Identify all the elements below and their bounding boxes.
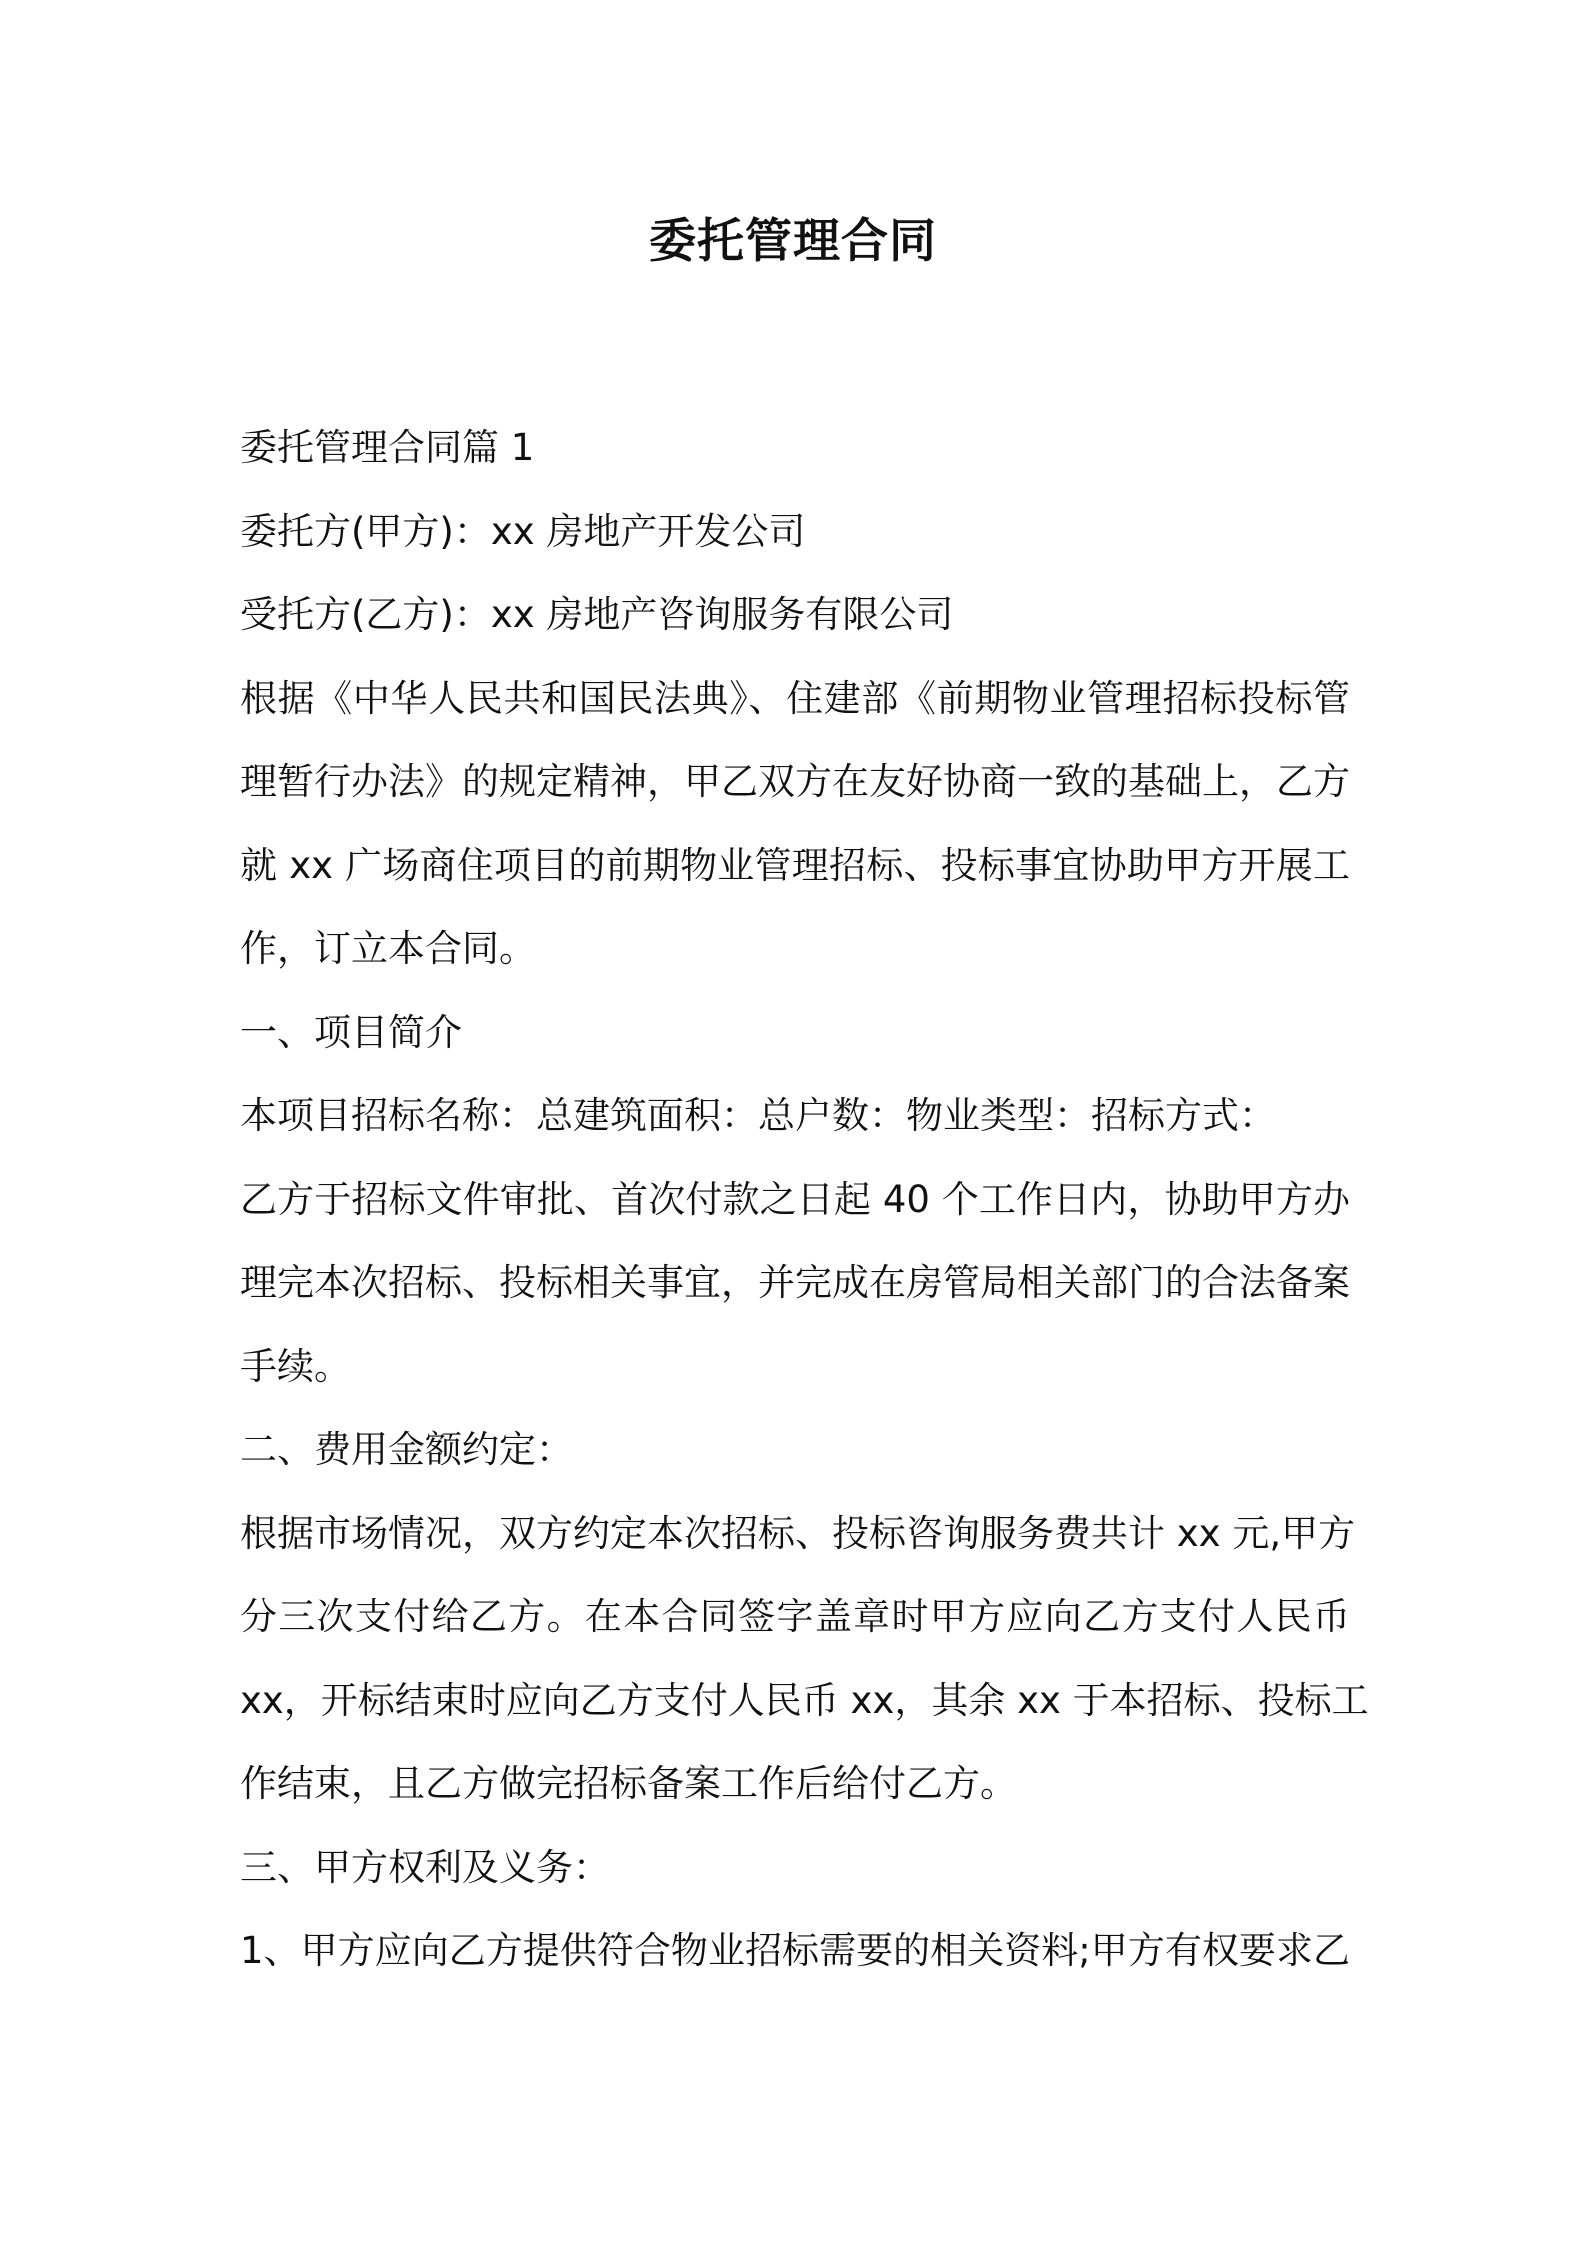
paragraph-line: 手续。 <box>240 1344 351 1388</box>
paragraph-line: 理完本次招标、投标相关事宜，并完成在房管局相关部门的合法备案 <box>240 1261 1350 1304</box>
party-b-line: 受托方(乙方)：xx 房地产咨询服务有限公司 <box>240 593 954 636</box>
paragraph-line: 1、甲方应向乙方提供符合物业招标需要的相关资料;甲方有权要求乙 <box>240 1929 1350 1972</box>
document-title: 委托管理合同 <box>649 214 937 269</box>
paragraph-line: 本项目招标名称：总建筑面积：总户数：物业类型：招标方式： <box>240 1094 1276 1137</box>
section-heading-party-a-rights: 三、甲方权利及义务： <box>240 1845 610 1889</box>
paragraph-line: 根据《中华人民共和国民法典》、住建部《前期物业管理招标投标管 <box>240 676 1350 720</box>
section-heading-fees: 二、费用金额约定： <box>240 1428 573 1471</box>
paragraph-line: 理暂行办法》的规定精神，甲乙双方在友好协商一致的基础上，乙方 <box>240 760 1350 803</box>
paragraph-line: 作结束，且乙方做完招标备案工作后给付乙方。 <box>240 1762 1017 1805</box>
paragraph-line: 作，订立本合同。 <box>240 927 536 970</box>
section-heading-part-1: 委托管理合同篇 1 <box>240 426 535 469</box>
paragraph-line: xx，开标结束时应向乙方支付人民币 xx，其余 xx 于本招标、投标工 <box>240 1678 1369 1722</box>
section-heading-project-intro: 一、项目简介 <box>240 1010 462 1054</box>
paragraph-line: 就 xx 广场商住项目的前期物业管理招标、投标事宜协助甲方开展工 <box>240 843 1350 887</box>
party-a-line: 委托方(甲方)：xx 房地产开发公司 <box>240 509 806 553</box>
paragraph-line: 分三次支付给乙方。在本合同签字盖章时甲方应向乙方支付人民币 <box>240 1595 1350 1638</box>
paragraph-line: 乙方于招标文件审批、首次付款之日起 40 个工作日内，协助甲方办 <box>240 1177 1350 1221</box>
paragraph-line: 根据市场情况，双方约定本次招标、投标咨询服务费共计 xx 元,甲方 <box>240 1511 1356 1555</box>
document-body <box>240 406 1369 1993</box>
